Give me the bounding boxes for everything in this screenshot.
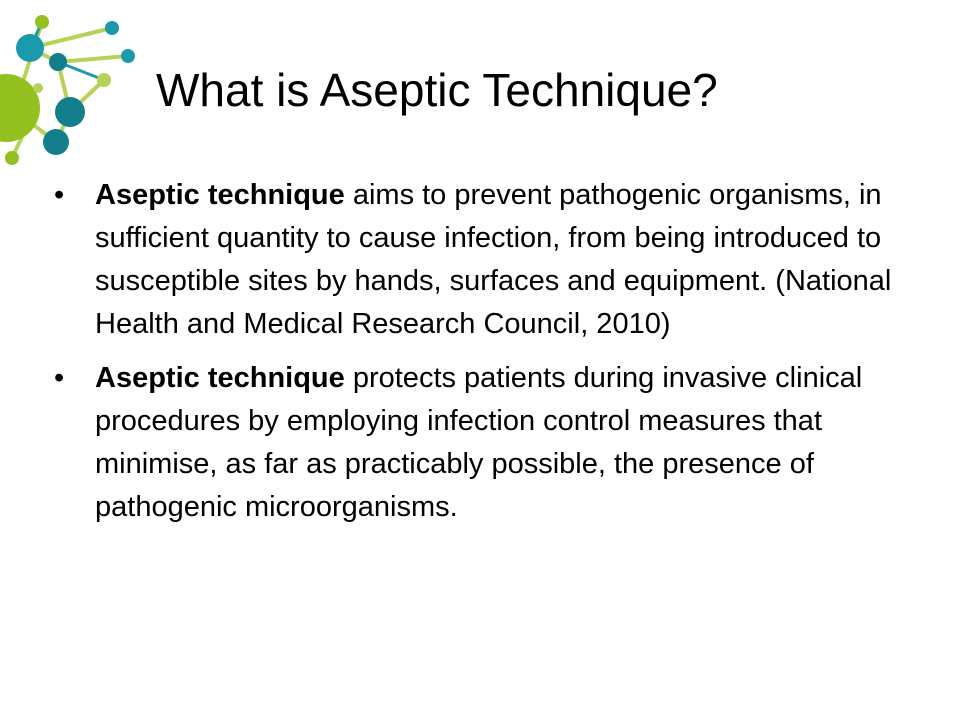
bullet-icon: •: [54, 179, 65, 211]
bullet-list: [54, 174, 914, 540]
bullet-item: [54, 174, 914, 346]
bullet-item: [54, 357, 914, 529]
bullet-text: aims to prevent pathogenic organisms, in sufficient quantity to cause infection, from being introduced to susceptible sites by hands, surfaces and equipment. (National Health and Medical Research Council, 2010): [95, 179, 892, 340]
bullet-text: protects patients during invasive clinical procedures by employing infection control measures that minimise, as far as practicably possible, the presence of pathogenic microorganisms.: [95, 362, 863, 523]
slide-title: What is Aseptic Technique?: [156, 64, 718, 116]
bullet-term: Aseptic technique: [95, 179, 345, 211]
molecule-network-icon: [0, 0, 160, 180]
bullet-term: Aseptic technique: [95, 362, 345, 394]
bullet-icon: •: [54, 362, 65, 394]
